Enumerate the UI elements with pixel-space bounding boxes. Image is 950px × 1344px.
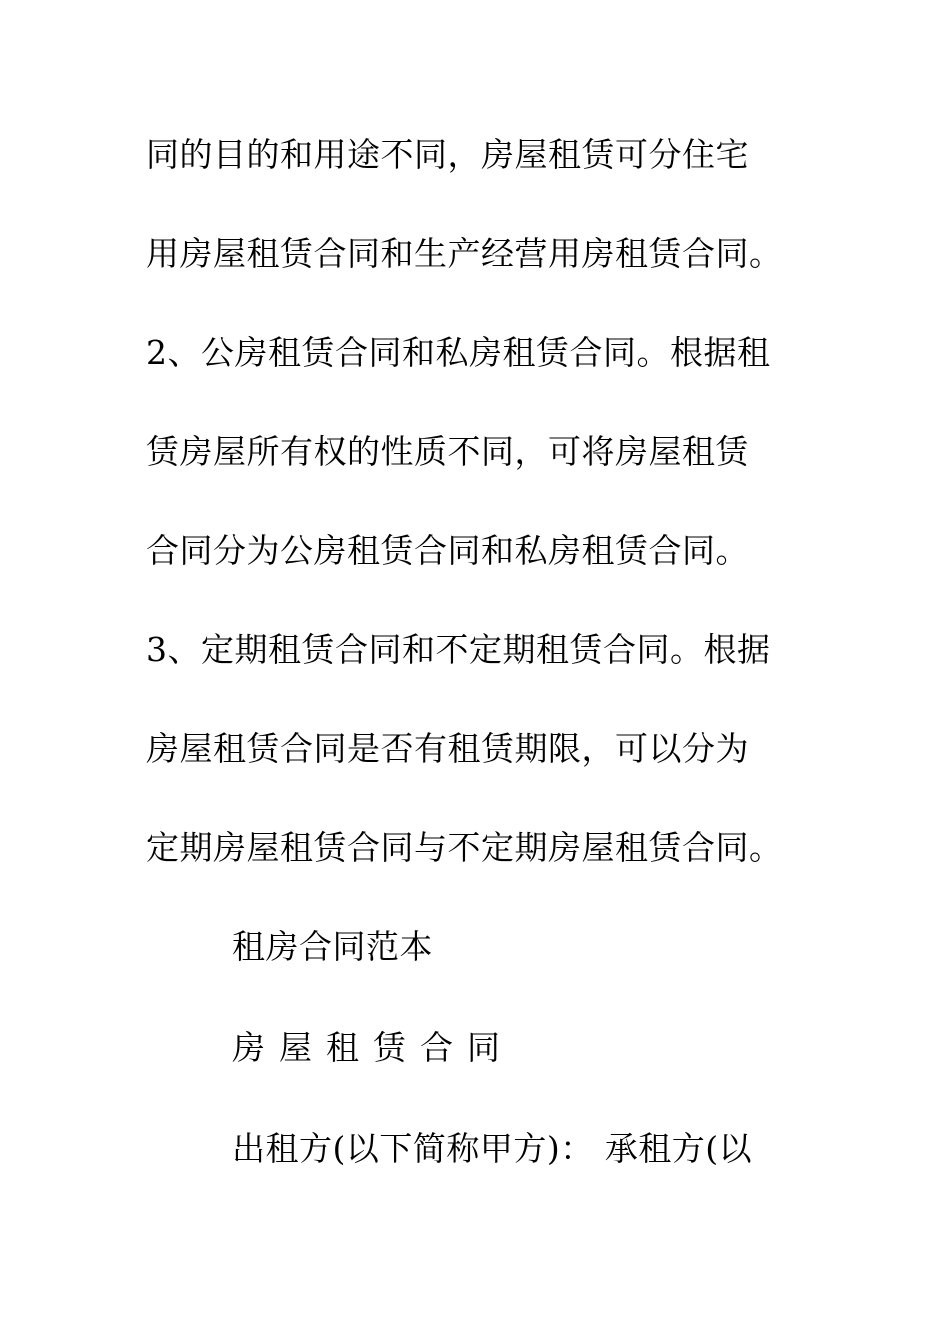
body-text-line-6: 3、定期租赁合同和不定期租赁合同。根据: [146, 630, 771, 669]
party-line: 出租方(以下简称甲方)： 承租方(以: [232, 1129, 753, 1168]
body-text-line-2: 用房屋租赁合同和生产经营用房租赁合同。: [146, 234, 783, 273]
body-text-line-7: 房屋租赁合同是否有租赁期限，可以分为: [146, 729, 749, 768]
body-text-line-1: 同的目的和用途不同，房屋租赁可分住宅: [146, 135, 749, 174]
body-text-line-5: 合同分为公房租赁合同和私房租赁合同。: [146, 531, 749, 570]
body-text-line-3: 2、公房租赁合同和私房租赁合同。根据租: [146, 333, 771, 372]
contract-title: 房屋租赁合同: [232, 1028, 514, 1067]
body-text-line-4: 赁房屋所有权的性质不同，可将房屋租赁: [146, 432, 749, 471]
template-heading: 租房合同范本: [232, 927, 433, 966]
body-text-line-8: 定期房屋租赁合同与不定期房屋租赁合同。: [146, 828, 783, 867]
